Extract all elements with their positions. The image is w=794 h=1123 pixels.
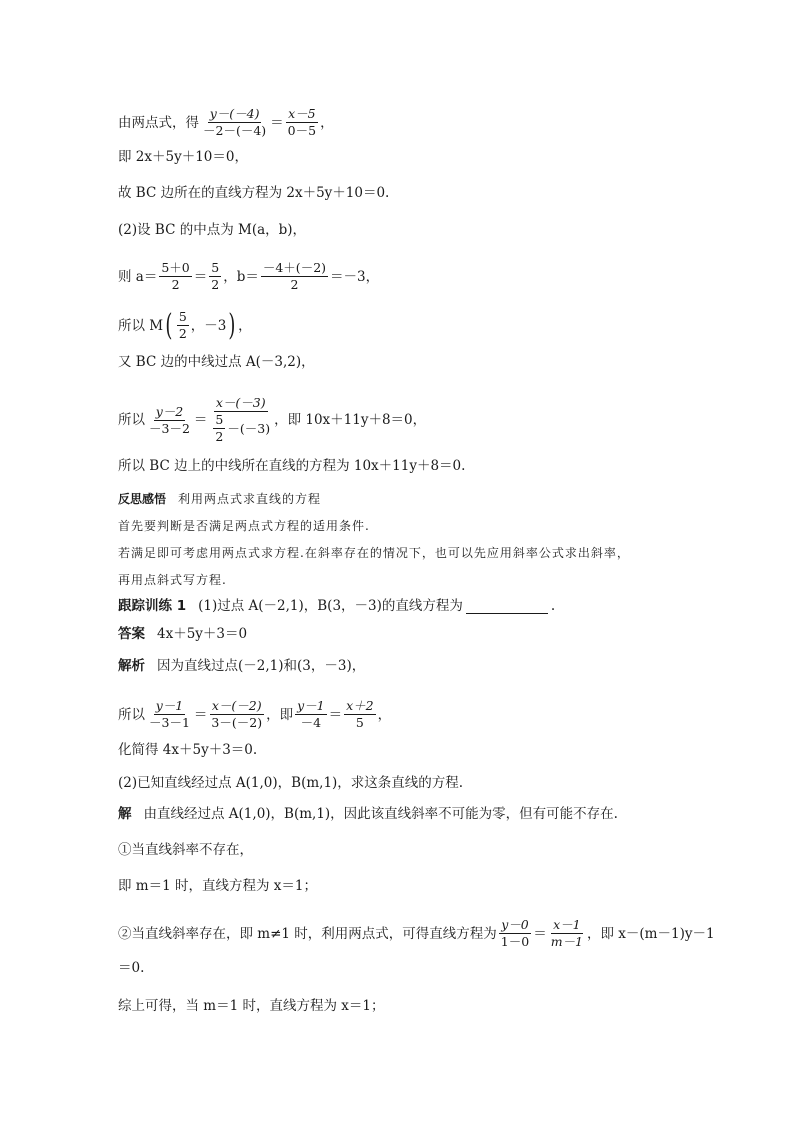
reflection-line: 若满足即可考虑用两点式求方程.在斜率存在的情况下，也可以先应用斜率公式求出斜率， xyxy=(118,546,630,560)
fraction: x－(－3) $\frac{5}{2}$ －(－3) xyxy=(215,395,271,444)
line-bc-equation: 故 BC 边所在的直线方程为 2x＋5y＋10＝0. xyxy=(118,185,390,201)
fraction: $\frac{y-1}{-3-1}$ xyxy=(149,698,190,730)
case-1: ①当直线斜率不存在， xyxy=(118,842,253,858)
fraction: $\frac{x-1}{m-1}$ xyxy=(550,917,584,949)
line-midpoint-setup: (2)设 BC 的中点为 M(a，b)， xyxy=(118,222,307,238)
case-2-continued: ＝0. xyxy=(118,960,145,976)
line-midpoint-values: 则 a＝ $\frac{5+0}{2}$ ＝ $\frac{5}{2}$ ，b＝ $\frac{-4+(-2)}{2}$ ＝－3， xyxy=(118,260,380,292)
line-median-equation: 所以 $\frac{y-2}{-3-2}$ ＝ x－(－3) $\frac{5}{2}$ －(－3) ，即 10x＋11y＋8＝0， xyxy=(118,395,427,444)
fraction: $\frac{y-1}{-4}$ xyxy=(297,698,325,730)
fraction: $\frac{y-(-4)}{-2-(-4)}$ xyxy=(203,106,267,138)
line-median-conclusion: 所以 BC 边上的中线所在直线的方程为 10x＋11y＋8＝0. xyxy=(118,458,466,474)
fraction: $\frac{x-(-2)}{3-(-2)}$ xyxy=(211,698,263,730)
fraction: $\frac{5}{2}$ xyxy=(211,260,220,292)
answer-line: 答案 4x＋5y＋3＝0 xyxy=(118,626,248,642)
fraction: $\frac{5}{2}$ xyxy=(215,412,224,444)
reflection-line: 再用点斜式写方程. xyxy=(118,573,227,587)
line-midpoint-result: 所以 M ( $\frac{5}{2}$ ，－3 ) ， xyxy=(118,307,252,343)
reflection-line: 首先要判断是否满足两点式方程的适用条件. xyxy=(118,519,370,533)
case-1-result: 即 m＝1 时，直线方程为 x＝1； xyxy=(118,878,317,894)
fraction: $\frac{5+0}{2}$ xyxy=(161,260,190,292)
fraction: $\frac{y-2}{-3-2}$ xyxy=(149,403,190,436)
line-practice-equation: 所以 $\frac{y-1}{-3-1}$ ＝ $\frac{x-(-2)}{3-(-2)}$ ，即 $\frac{y-1}{-4}$ ＝ $\frac{x+2}{5}$ ， xyxy=(118,698,392,730)
summary-line: 综上可得，当 m＝1 时，直线方程为 x＝1； xyxy=(118,998,385,1014)
analysis-line: 解析 因为直线过点(－2,1)和(3，－3)， xyxy=(118,658,366,674)
answer-blank xyxy=(466,599,548,614)
line-equation-simplified: 即 2x＋5y＋10＝0， xyxy=(118,149,248,165)
fraction: $\frac{-4+(-2)}{2}$ xyxy=(262,260,327,292)
fraction: $\frac{x+2}{5}$ xyxy=(346,698,374,730)
fraction: $\frac{x-5}{0-5}$ xyxy=(287,106,317,138)
reflection-heading: 反思感悟 利用两点式求直线的方程 xyxy=(118,492,322,506)
line-two-point-form: 由两点式，得 $\frac{y-(-4)}{-2-(-4)}$ ＝ $\frac{x-5}{0-5}$ ， xyxy=(118,106,334,138)
case-2: ②当直线斜率存在，即 m≠1 时，利用两点式，可得直线方程为 $\frac{y-0}{1-0}$ ＝ $\frac{x-1}{m-1}$ ，即 x－(m－1)y－1 xyxy=(118,917,715,949)
fraction: $\frac{y-0}{1-0}$ xyxy=(500,917,530,949)
line-median-point: 又 BC 边的中线过点 A(－3,2)， xyxy=(118,354,315,370)
solution-line: 解 由直线经过点 A(1,0)，B(m,1)，因此该直线斜率不可能为零，但有可能不存在. xyxy=(118,806,618,822)
practice-question: 跟踪训练 1 (1)过点 A(－2,1)，B(3，－3)的直线方程为 . xyxy=(118,598,556,614)
line-simplified: 化简得 4x＋5y＋3＝0. xyxy=(118,742,258,758)
fraction: $\frac{5}{2}$ xyxy=(178,309,187,341)
line-question-2: (2)已知直线经过点 A(1,0)，B(m,1)，求这条直线的方程. xyxy=(118,775,464,791)
